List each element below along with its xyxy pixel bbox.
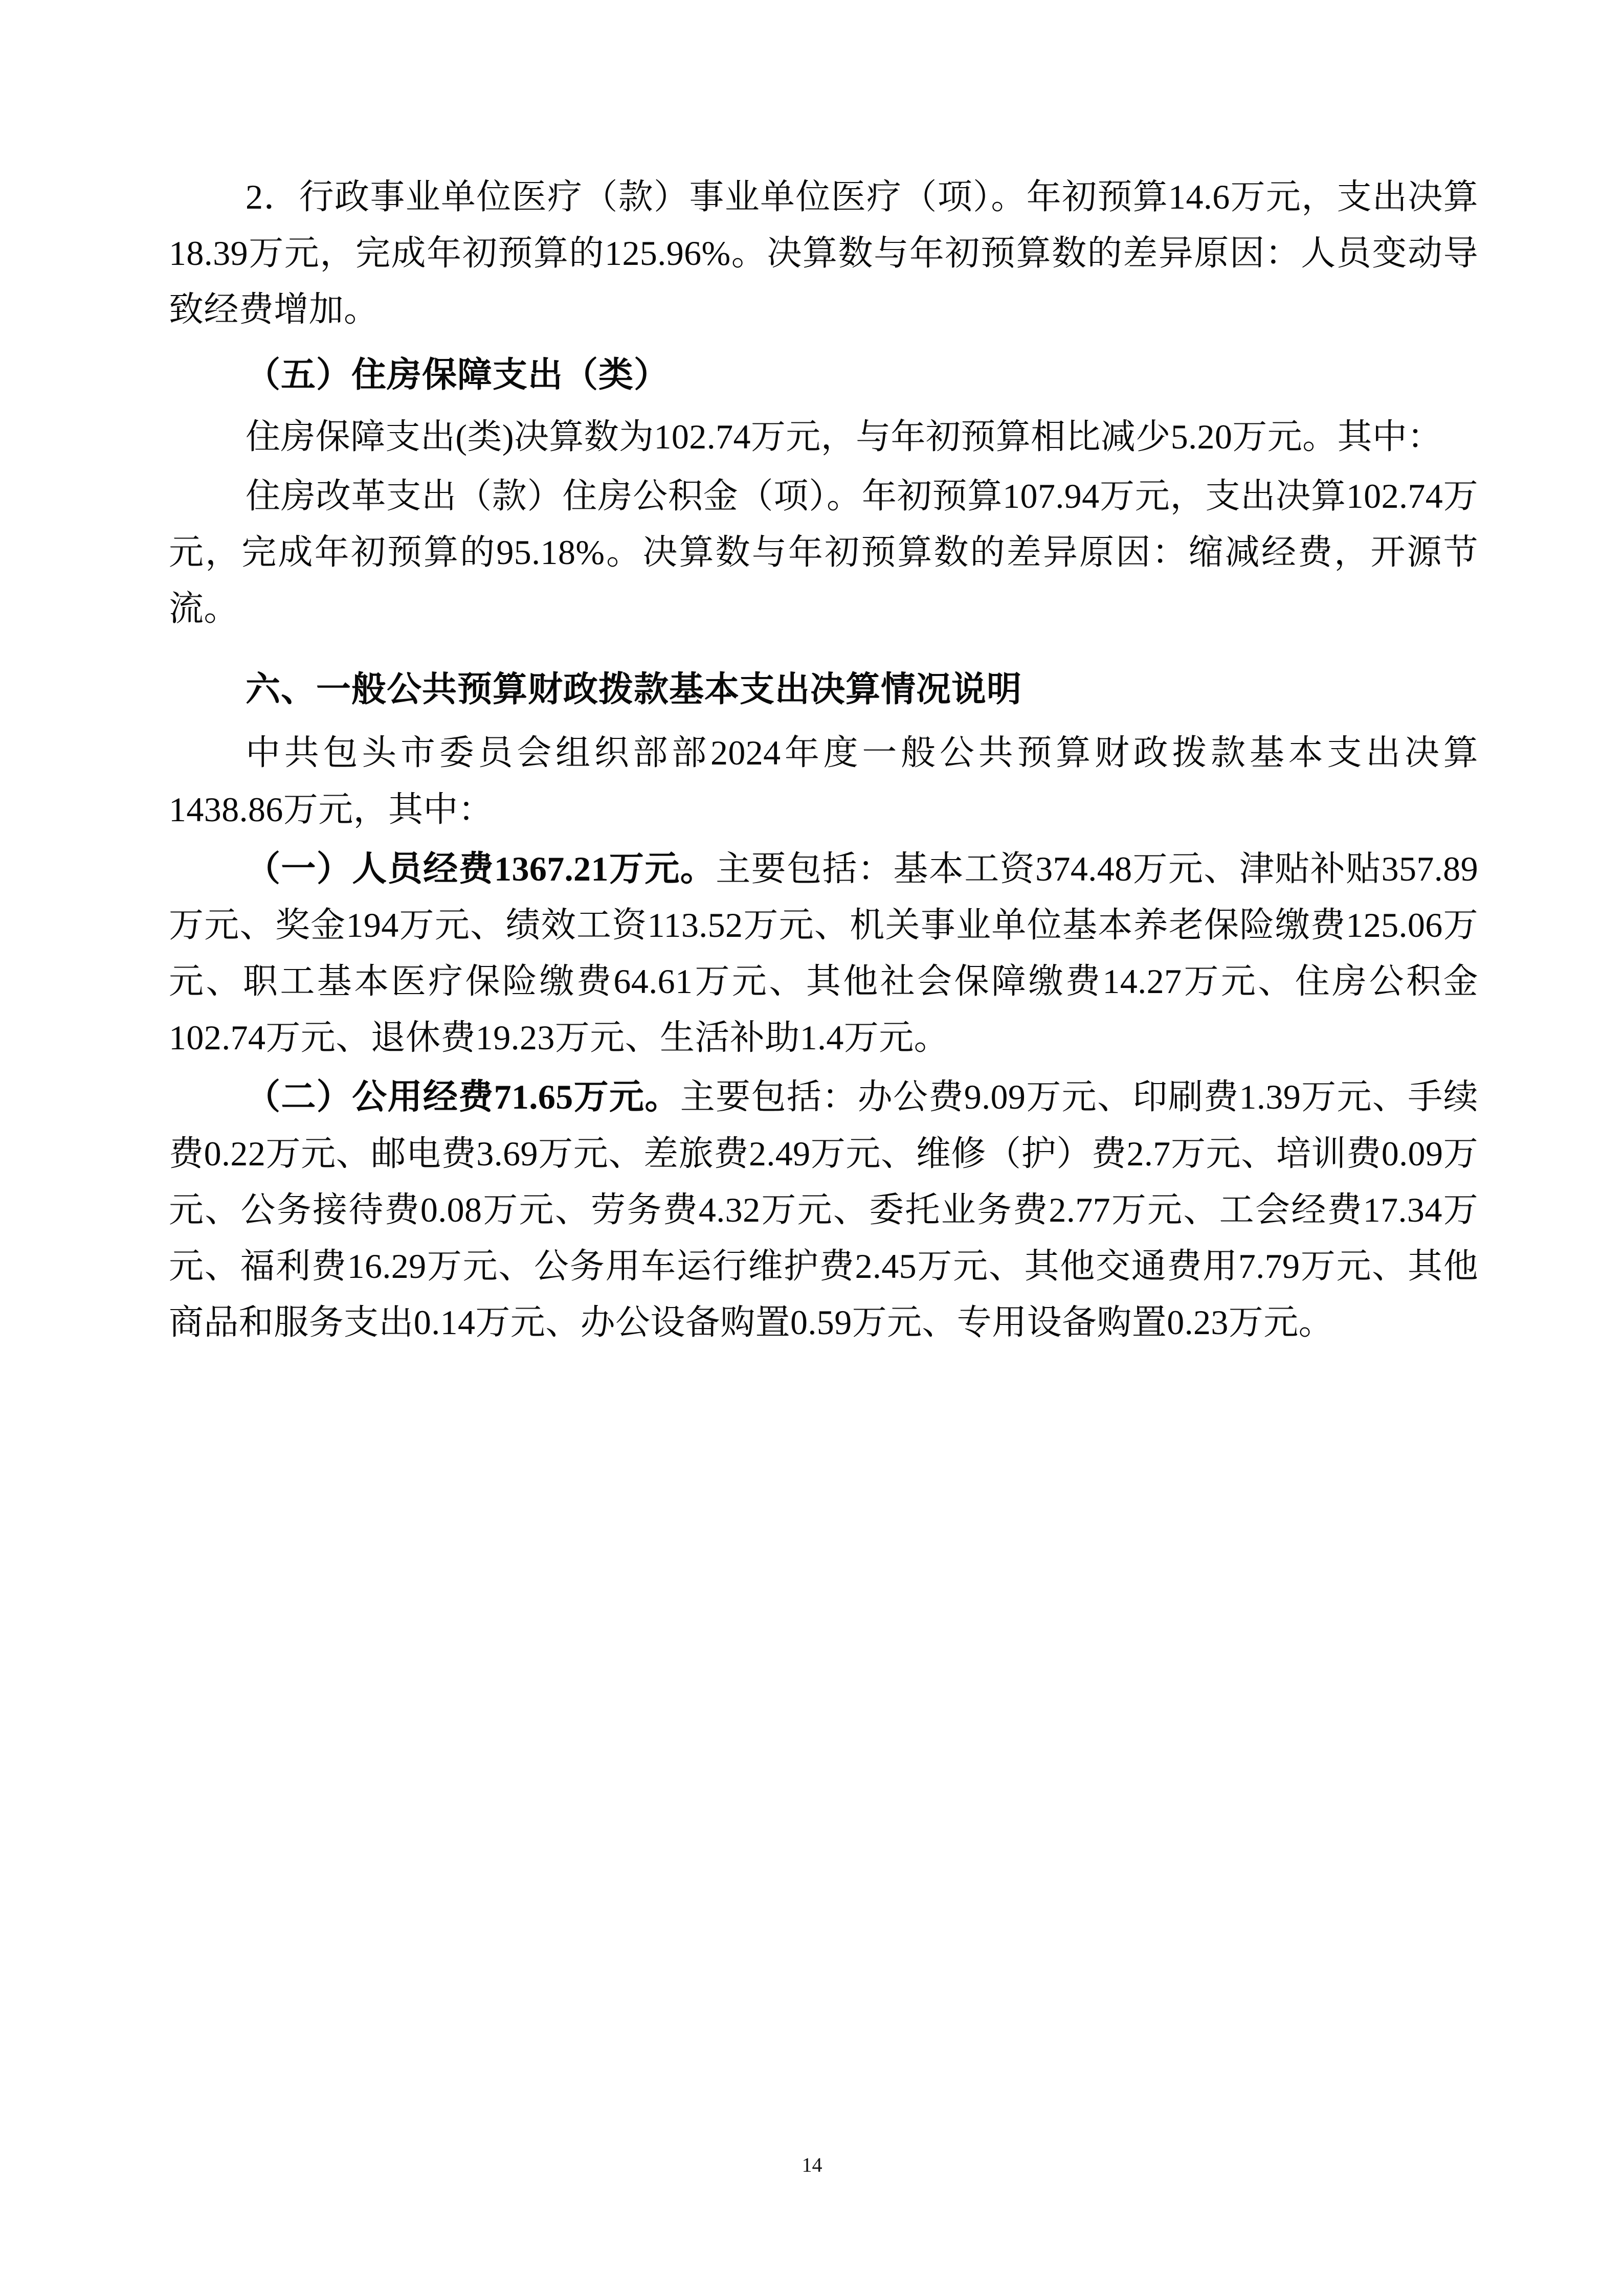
page-number: 14 — [802, 2153, 822, 2176]
paragraph-medical-budget: 2．行政事业单位医疗（款）事业单位医疗（项）。年初预算14.6万元，支出决算18.39万元，完成年初预算的125.96%。决算数与年初预算数的差异原因：人员变动导致经费增加。 — [169, 177, 1478, 329]
paragraph-public-expenses — [169, 1069, 1478, 1350]
document-body — [169, 169, 1478, 1350]
personnel-expenses-detail: 主要包括：基本工资374.48万元、津贴补贴357.89万元、奖金194万元、绩效工资113.52万元、机关事业单位基本养老保险缴费125.06万元、职工基本医疗保险缴费64.61万元、其他社会保障缴费14.27万元、住房公积金102.74万元、退休费19.23万元、生活补助1.4万元。 — [169, 849, 1478, 1057]
section-spacer — [169, 640, 1478, 649]
paragraph-basic-expenditure-total: 中共包头市委员会组织部部2024年度一般公共预算财政拨款基本支出决算1438.86万元，其中： — [169, 733, 1478, 829]
subheading-housing-security: （五）住房保障支出（类） — [246, 355, 670, 395]
paragraph-housing-security-total: 住房保障支出(类)决算数为102.74万元，与年初预算相比减少5.20万元。其中： — [246, 417, 1442, 456]
paragraph-personnel-expenses — [169, 841, 1478, 1066]
public-expenses-lead: （二）公用经费71.65万元。 — [246, 1077, 680, 1117]
personnel-expenses-lead: （一）人员经费1367.21万元。 — [246, 849, 716, 888]
paragraph-housing-fund: 住房改革支出（款）住房公积金（项）。年初预算107.94万元，支出决算102.74万元，完成年初预算的95.18%。决算数与年初预算数的差异原因：缩减经费，开源节流。 — [169, 476, 1478, 628]
heading-section-six: 六、一般公共预算财政拨款基本支出决算情况说明 — [246, 670, 1022, 709]
public-expenses-detail: 主要包括：办公费9.09万元、印刷费1.39万元、手续费0.22万元、邮电费3.69万元、差旅费2.49万元、维修（护）费2.7万元、培训费0.09万元、公务接待费0.08万元、劳务费4.32万元、委托业务费2.77万元、工会经费17.34万元、福利费16.29万元、公务用车运行维护费2.45万元、其他交通费用7.79万元、其他商品和服务支出0.14万元、办公设备购置0.59万元、专用设备购置0.23万元。 — [169, 1077, 1478, 1342]
